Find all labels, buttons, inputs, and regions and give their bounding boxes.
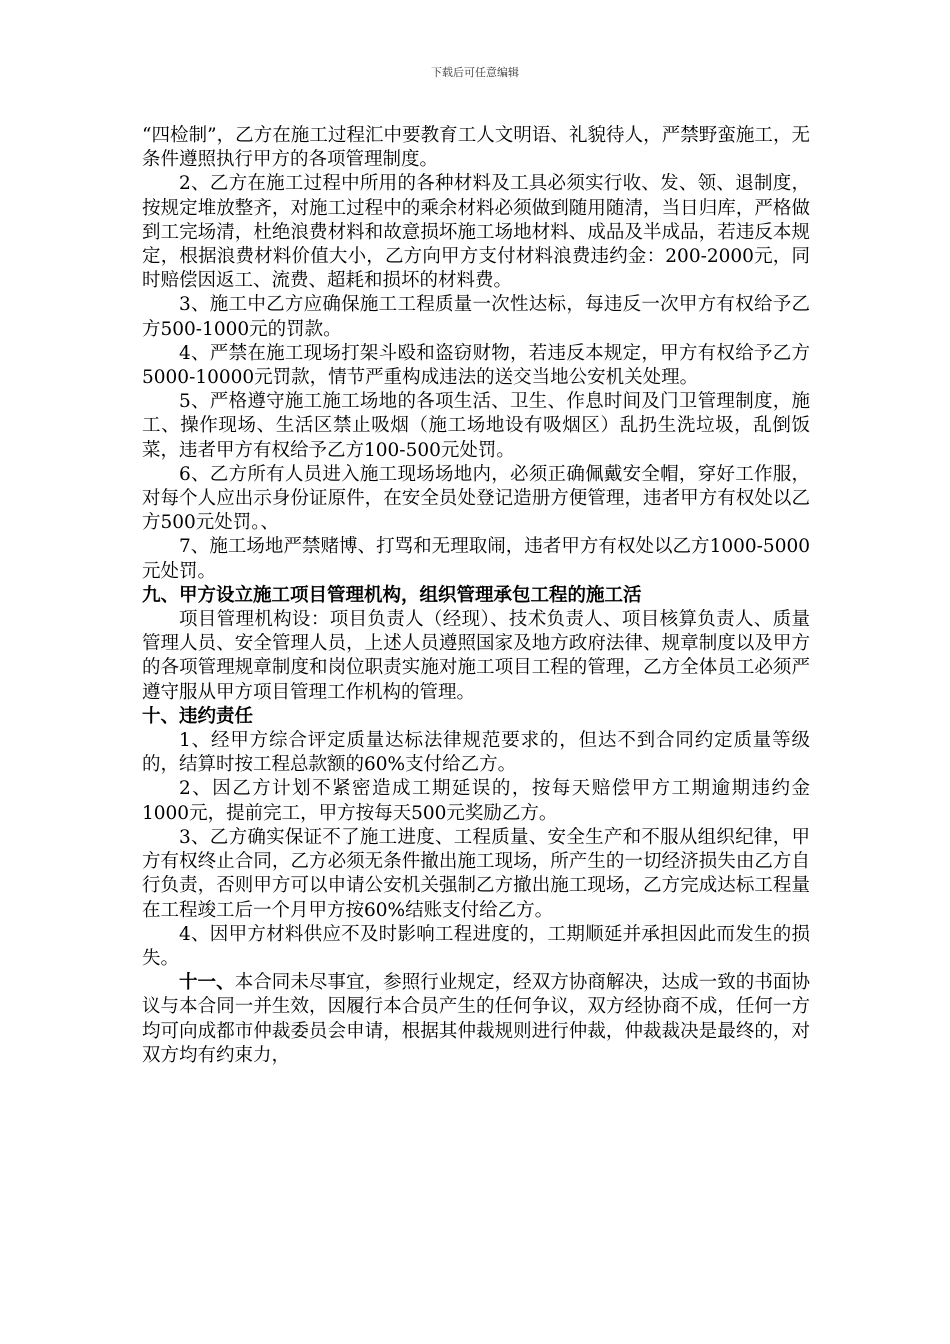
clause-item-2: 2、乙方在施工过程中所用的各种材料及工具必须实行收、发、领、退制度，按规定堆放整齐，对施工过程中的乘余材料必须做到随用随清，当日归库，严格做到工完场清，杜绝浪费材料和故意损坏施工场地材料、成品及半成品，若违反本规定，根据浪费材料价值大小，乙方向甲方支付材料浪费违约金：200-2000元，同时赔偿因返工、流费、超耗和损坏的材料费。 [142, 173, 810, 292]
section-10-item-1: 1、经甲方综合评定质量达标法律规范要求的，但达不到合同约定质量等级的，结算时按工程总款额的60%支付给乙方。 [142, 730, 810, 776]
clause-item-6: 6、乙方所有人员进入施工现场场地内，必须正确佩戴安全帽，穿好工作服，对每个人应出示身份证原件，在安全员处登记造册方便管理，违者甲方有权处以乙方500元处罚。、 [142, 463, 810, 534]
document-body [142, 124, 810, 1068]
clause-item-4: 4、严禁在施工现场打架斗殴和盗窃财物，若违反本规定，甲方有权给予乙方5000-10000元罚款，情节严重构成违法的送交当地公安机关处理。 [142, 342, 810, 389]
section-10-item-2: 2、因乙方计划不紧密造成工期延误的，按每天赔偿甲方工期逾期违约金1000元，提前完工，甲方按每天500元奖励乙方。 [142, 778, 810, 824]
clause-item-3: 3、施工中乙方应确保施工工程质量一次性达标，每违反一次甲方有权给予乙方500-1000元的罚款。 [142, 294, 810, 340]
section-9-heading: 九、甲方设立施工项目管理机构，组织管理承包工程的施工活 [142, 584, 642, 606]
section-10-item-3: 3、乙方确实保证不了施工进度、工程质量、安全生产和不服从组织纪律，甲方有权终止合同，乙方必须无条件撤出施工现场，所产生的一切经济损失由乙方自行负责，否则甲方可以申请公安机关强制乙方撤出施工现场，乙方完成达标工程量在工程竣工后一个月甲方按60%结账支付给乙方。 [142, 826, 810, 921]
section-11-lead: 十一、 [179, 972, 235, 994]
clause-item-7: 7、施工场地严禁赌博、打骂和无理取闹，违者甲方有权处以乙方1000-5000元处罚。 [142, 536, 810, 582]
section-11-paragraph [142, 971, 810, 1068]
clause-item-5: 5、严格遵守施工施工场地的各项生活、卫生、作息时间及门卫管理制度，施工、操作现场、生活区禁止吸烟（施工场地设有吸烟区）乱扔生洗垃圾，乱倒饭菜，违者甲方有权给予乙方100-500元处罚。 [142, 391, 810, 461]
page-header: 下载后可任意编辑 [431, 66, 519, 79]
section-10-heading: 十、违约责任 [142, 705, 254, 727]
paragraph-continuation: “四检制”，乙方在施工过程汇中要教育工人文明语、礼貌待人，严禁野蛮施工，无条件遵照执行甲方的各项管理制度。 [142, 125, 810, 171]
section-11-body: 本合同未尽事宜，参照行业规定，经双方协商解决，达成一致的书面协议与本合同一并生效，因履行本合员产生的任何争议，双方经协商不成，任何一方均可向成都市仲裁委员会申请，根据其仲裁规则进行仲裁，仲裁裁决是最终的，对双方均有约束力， [142, 972, 810, 1066]
section-9-body: 项目管理机构设：项目负责人（经现）、技术负责人、项目核算负责人、质量管理人员、安全管理人员，上述人员遵照国家及地方政府法律、规章制度以及甲方的各项管理规章制度和岗位职责实施对施工项目工程的管理，乙方全体员工必须严遵守服从甲方项目管理工作机构的管理。 [142, 609, 810, 703]
section-10-item-4: 4、因甲方材料供应不及时影响工程进度的，工期顺延并承担因此而发生的损失。 [142, 923, 810, 969]
